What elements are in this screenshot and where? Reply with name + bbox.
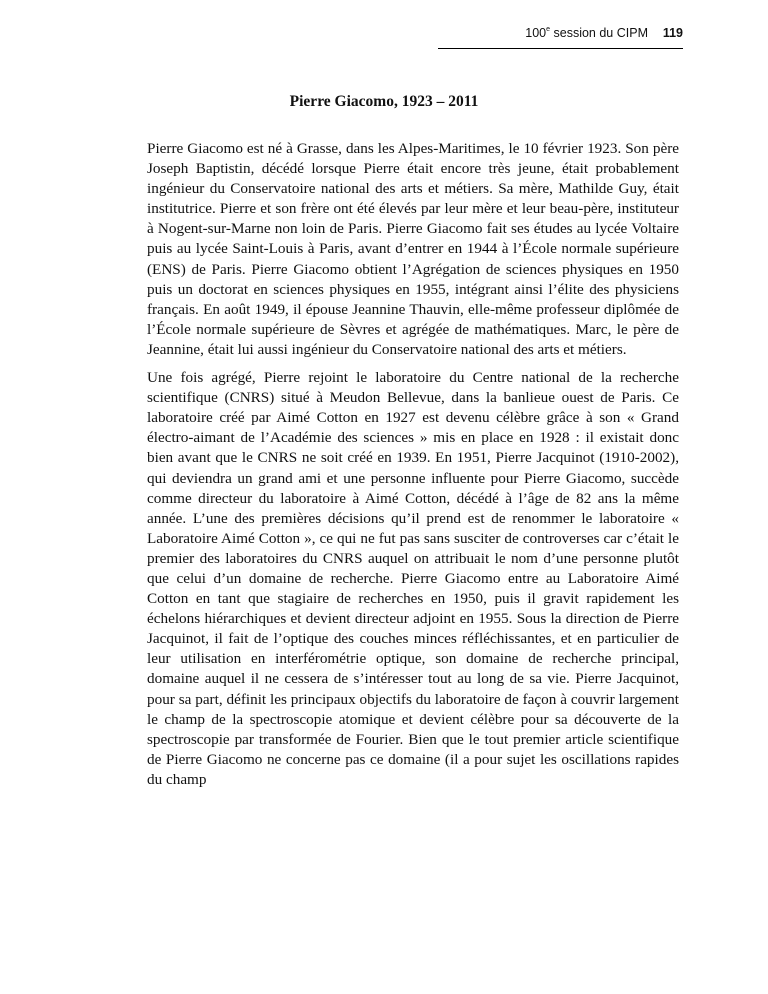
session-suffix: e [546, 25, 551, 33]
article-title: Pierre Giacomo, 1923 – 2011 [289, 93, 479, 110]
running-header [438, 26, 683, 49]
article-body [147, 139, 679, 798]
session-text: session du CIPM [550, 26, 648, 40]
paragraph: Une fois agrégé, Pierre rejoint le laboratoire du Centre national de la recherche scientifique (CNRS) situé à Meudon Bellevue, dans la banlieue ouest de Paris. Ce laboratoire créé par Aimé Cotton en 1927 est devenu célèbre grâce à son « Grand électro-aimant de l’Académie des sciences » mis en place en 1928 : il existait donc bien avant que le CNRS ne soit créé en 1939. En 1951, Pierre Jacquinot (1910-2002), qui deviendra un grand ami et une personne influente pour Pierre Giacomo, succède comme directeur du laboratoire à Aimé Cotton, décédé à l’âge de 82 ans la même année. L’une des premières décisions qu’il prend est de renommer le laboratoire « Laboratoire Aimé Cotton », ce qui ne fut pas sans susciter de controverses car c’était le premier des laboratoires du CNRS auquel on attribuait le nom d’une personne plutôt que celui d’un domaine de recherche. Pierre Giacomo entre au Laboratoire Aimé Cotton en tant que stagiaire de recherches en 1950, puis il gravit rapidement les échelons hiérarchiques et devient directeur adjoint en 1955. Sous la direction de Pierre Jacquinot, il fait de l’optique des couches minces réfléchissantes, et en particulier de leur utilisation en interférométrie optique, son domaine de recherche principal, domaine auquel il ne cessera de s’intéresser tout au long de sa vie. Pierre Jacquinot, pour sa part, définit les principaux objectifs du laboratoire de façon à couvrir largement le champ de la spectroscopie atomique et devient célèbre pour sa découverte de la spectroscopie par transformée de Fourier. Bien que le tout premier article scientifique de Pierre Giacomo ne concerne pas ce domaine (il a pour sujet les oscillations rapides du champ [147, 369, 679, 788]
paragraph: Pierre Giacomo est né à Grasse, dans les Alpes-Maritimes, le 10 février 1923. Son père Joseph Baptistin, décédé lorsque Pierre était encore très jeune, était probablement ingénieur du Conservatoire national des arts et métiers. Sa mère, Mathilde Guy, était institutrice. Pierre et son frère ont été élevés par leur mère et leur beau-père, instituteur à Nogent-sur-Marne non loin de Paris. Pierre Giacomo fait ses études au lycée Voltaire puis au lycée Saint-Louis à Paris, avant d’entrer en 1944 à l’École normale supérieure (ENS) de Paris. Pierre Giacomo obtient l’Agrégation de sciences physiques en 1950 puis un doctorat en sciences physiques en 1955, intégrant ainsi l’élite des physiciens français. En août 1949, il épouse Jeannine Thauvin, elle-même professeur diplômée de l’École normale supérieure de Sèvres et agrégée de mathématiques. Marc, le père de Jeannine, était lui aussi ingénieur du Conservatoire national des arts et métiers. [147, 140, 679, 358]
session-number: 100 [525, 26, 547, 40]
page-number: 119 [662, 26, 683, 40]
session-label [525, 26, 648, 40]
